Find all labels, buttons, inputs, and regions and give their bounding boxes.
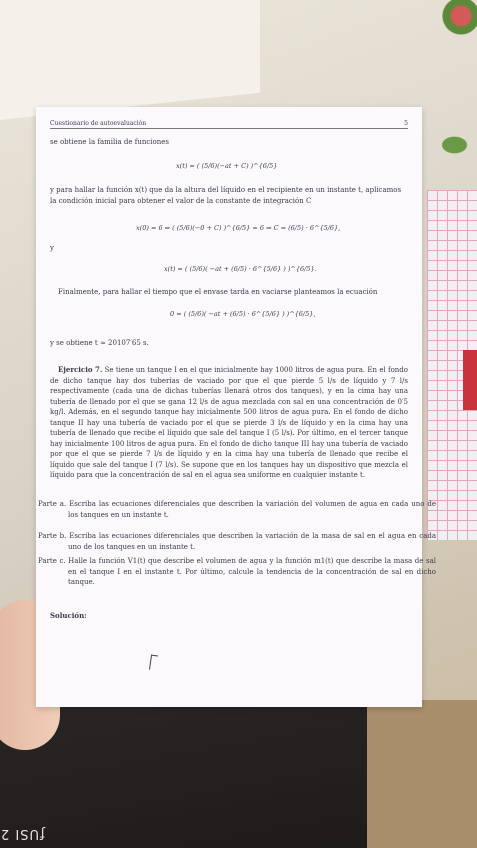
equation-4: 0 = ( (5/6)( −at + (6/5) · 6^{5/6} ) )^{6/5}, <box>170 310 316 318</box>
text-finalmente: Finalmente, para hallar el tiempo que el envase tarda en vaciarse planteamos la ecuación <box>58 288 378 296</box>
text-familia: se obtiene la familia de funciones <box>50 138 169 146</box>
red-object <box>463 350 477 410</box>
page-header <box>50 119 408 129</box>
part-c <box>38 556 436 588</box>
exercise-text: Se tiene un tanque I en el que inicialmente hay 1000 litros de agua pura. En el fondo de dicho tanque hay dos tuberías de vaciado por que el que pierde 5 l/s de líquido y 7 l/s respectivamente (cada una de dichas tuberías llenará otros dos tanques), y en la cima hay una tubería de llenado por el que se gana 12 l/s de agua mezclada con sal en una concentración de 0′5 kg/l. Además, en el segundo tanque hay inicialmente 500 litros de agua pura. En el fondo de dicho tanque II hay una tubería de vaciado por el que se pierde 3 l/s de líquido y en la cima hay una tubería de llenado que recibe el líquido que sale del tanque I (5 l/s). Por último, en el tercer tanque hay inicialmente 100 litros de agua pura. En el fondo de dicho tanque III hay una tubería de vaciado por que el que se pierde 7 l/s de líquido y en la cima hay una tubería de llenado que recibe el líquido que sale del tanque I (7 l/s). Se supone que en los tanques hay un dispositivo que mezcla el líquido para que la concentración de sal en el agua sea uniforme en cualquier instante t. <box>50 366 408 479</box>
equation-3: x(t) = ( (5/6)( −at + (6/5) · 6^{5/6} ) )^{6/5}. <box>164 265 317 273</box>
exercise-label: Ejercicio 7. <box>58 365 103 374</box>
part-c-label: Parte c. <box>38 557 66 565</box>
part-a <box>38 499 436 520</box>
text-hallar-2: la condición inicial para obtener el valor de la constante de integración C <box>50 197 312 205</box>
part-a-text: Escriba las ecuaciones diferenciales que describen la variación del volumen de agua en cada uno de los tanques en un instante t. <box>68 500 436 519</box>
part-b-text: Escriba las ecuaciones diferenciales que describen la variación de la masa de sal en el agua en cada uno de los tanques en un instante t. <box>68 532 437 551</box>
header-title: Cuestionario de autoevaluación <box>50 120 147 127</box>
wooden-desk-area <box>367 700 477 848</box>
part-c-text: Halle la función V1(t) que describe el volumen de agua y la función m1(t) que describe la masa de sal en el tanque I en el instante t. Por último, calcule la tendencia de la concentración de sal en dicho tanque. <box>68 557 436 586</box>
text-hallar-1: y para hallar la función x(t) que da la altura del líquido en el recipiente en un instante t, aplicamos <box>50 186 402 194</box>
equation-2: x(0) = 6 ⇒ ( (5/6)(−0 + C) )^{6/5} = 6 ⇒ C = (6/5) · 6^{5/6}, <box>136 224 341 232</box>
handwritten-mark <box>149 655 158 671</box>
page-number: 5 <box>404 120 408 127</box>
flower-decoration <box>437 0 477 40</box>
mug-text: ƒUSI 2 <box>0 826 45 841</box>
part-b <box>38 531 436 552</box>
exercise-7 <box>50 365 408 481</box>
text-y: y <box>50 244 54 252</box>
plant-decoration <box>432 130 477 160</box>
text-result: y se obtiene t ≈ 20107′65 s. <box>50 339 149 347</box>
solution-heading: Solución: <box>50 611 87 620</box>
document-page <box>36 107 437 707</box>
equation-1: x(t) = ( (5/6)(−at + C) )^{6/5} <box>176 162 278 170</box>
part-b-label: Parte b. <box>38 532 67 540</box>
part-a-label: Parte a. <box>38 500 67 508</box>
